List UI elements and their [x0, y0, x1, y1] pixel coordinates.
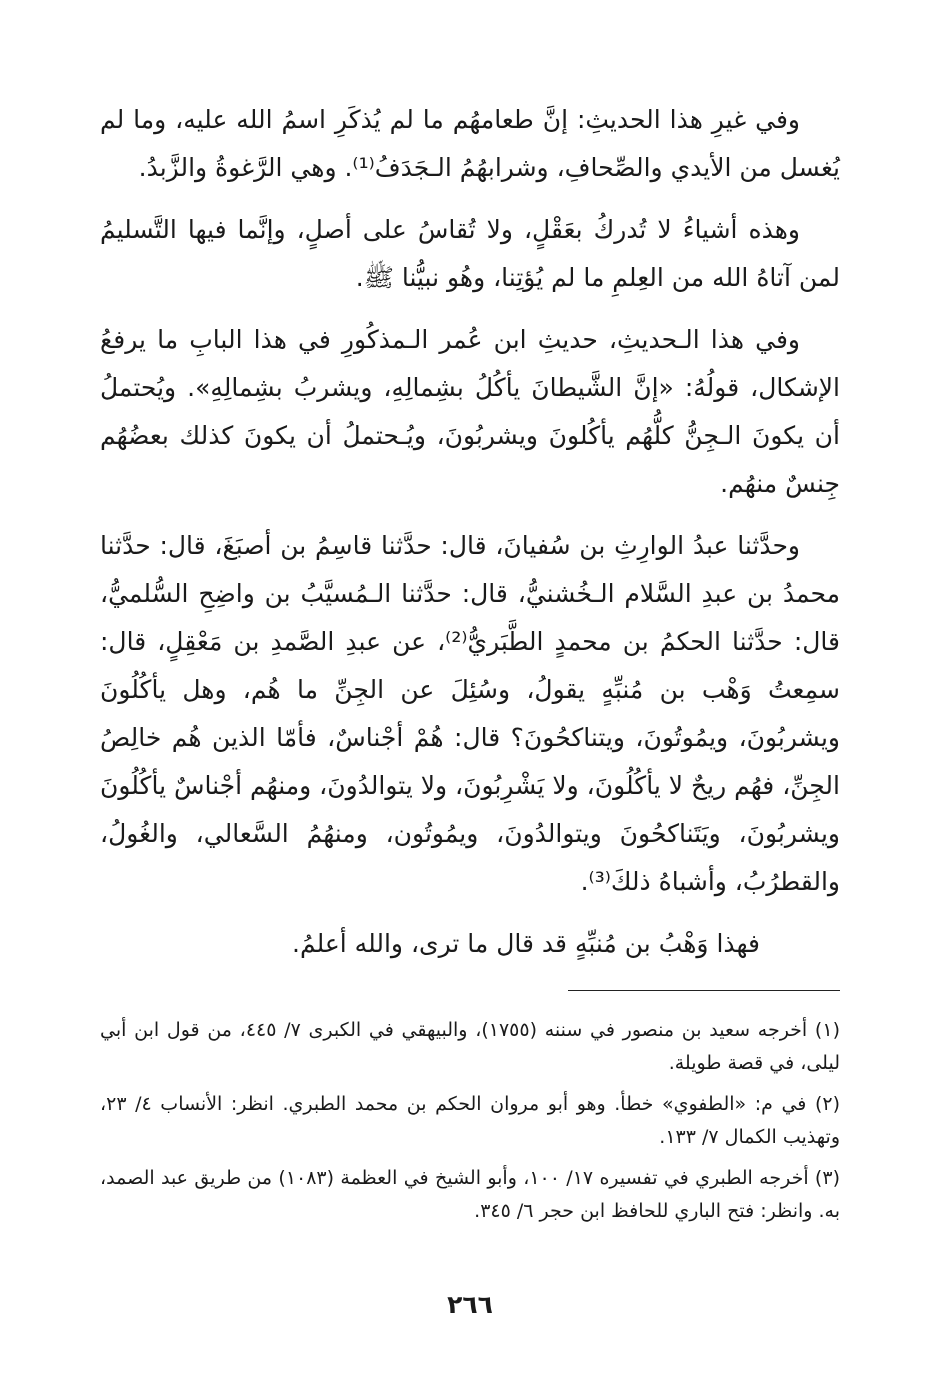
footnote-divider [568, 990, 840, 991]
main-text [100, 96, 840, 968]
paragraph-5: فهذا وَهْبُ بن مُنبِّهٍ قد قال ما ترى، والله أعلمُ. [292, 929, 760, 958]
footnote-1: (١) أخرجه سعيد بن منصور في سننه (١٧٥٥)، والبيهقي في الكبرى ٧/ ٤٤٥، من قول ابن أبي ليلى، في قصة طويلة. [100, 1019, 840, 1074]
paragraph-2: وهذه أشياءُ لا تُدركُ بعَقْلٍ، ولا تُقاسُ على أصلٍ، وإنَّما فيها التَّسليمُ لمن آتاهُ الله من العِلمِ ما لم يُؤتِنا، وهُو نبيُّنا ﷺ. [100, 215, 840, 292]
book-page [100, 96, 840, 1336]
footnote-2: (٢) في م: «الطفوي» خطأ. وهو أبو مروان الحكم بن محمد الطبري. انظر: الأنساب ٤/ ٢٣، وتهذيب الكمال ٧/ ١٣٣. [100, 1093, 840, 1148]
footnotes [100, 1014, 840, 1236]
paragraph-4: وحدَّثنا عبدُ الوارِثِ بن سُفيانَ، قال: حدَّثنا قاسِمُ بن أصبَغَ، قال: حدَّثنا محمدُ بن عبدِ السَّلام الـخُشنيُّ، قال: حدَّثنا الـمُسيَّبُ بن واضِحِ السُّلميُّ، قال: حدَّثنا الحكمُ بن محمدٍ الطَّبَريُّ⁽²⁾، عن عبدِ الصَّمدِ بن مَعْقِلٍ، قال: سمِعتُ وَهْب بن مُنبِّهٍ يقولُ، وسُئِلَ عن الجِنِّ ما هُم، وهل يأكُلُونَ ويشربُونَ، ويمُوتُونَ، ويتناكحُونَ؟ قال: هُمْ أجْناسٌ، فأمّا الذين هُم خالِصُ الجِنِّ، فهُم ريحٌ لا يأكُلُونَ، ولا يَشْرِبُونَ، ولا يتوالدُونَ، ومنهُم أجْناسٌ يأكُلُونَ ويشربُونَ، ويَتَناكحُونَ ويتوالدُونَ، ويمُوتُون، ومنهُمُ السَّعالي، والغُولُ، والقطرُبُ، وأشباهُ ذلكَ⁽³⁾. [100, 531, 840, 896]
footnote-3: (٣) أخرجه الطبري في تفسيره ١٧/ ١٠٠، وأبو الشيخ في العظمة (١٠٨٣) من طريق عبد الصمد، به. وانظر: فتح الباري للحافظ ابن حجر ٦/ ٣٤٥. [100, 1167, 840, 1222]
paragraph-1: وفي غيرِ هذا الحديثِ: إنَّ طعامهُم ما لم يُذكَرِ اسمُ الله عليه، وما لم يُغسل من الأيدي والصِّحافِ، وشرابهُمُ الـجَدَفُ⁽¹⁾. وهي الرَّغوةُ والزَّبدُ. [100, 105, 840, 182]
page-number: ٢٦٦ [447, 1290, 493, 1319]
paragraph-3: وفي هذا الـحديثِ، حديثِ ابن عُمر الـمذكُورِ في هذا البابِ ما يرفعُ الإشكال، قولُهُ: «إنَّ الشَّيطانَ يأكُلُ بشِمالِهِ، ويشربُ بشِمالِهِ». ويُحتملُ أن يكونَ الـجِنُّ كلُّهُم يأكُلونَ ويشربُونَ، ويُـحتملُ أن يكونَ كذلك بعضُهُم جِنسٌ منهُم. [100, 325, 840, 498]
